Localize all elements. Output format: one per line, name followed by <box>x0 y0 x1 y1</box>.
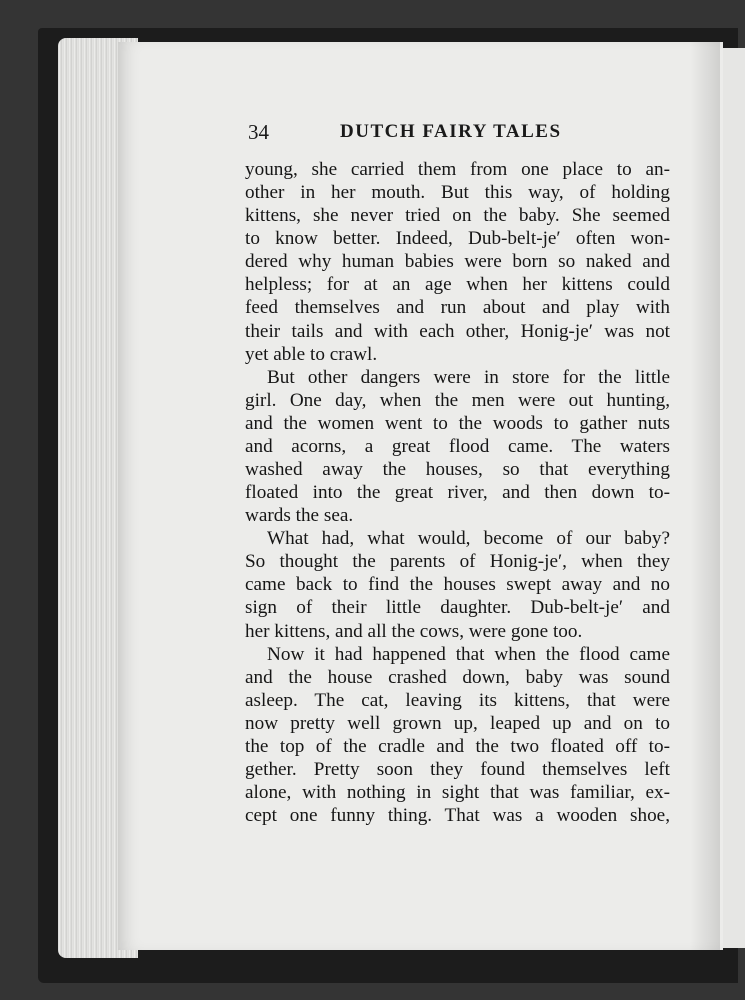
text-line: yet able to crawl. <box>245 343 378 365</box>
text-line: washed away the houses, so that everything <box>245 459 670 481</box>
paragraph <box>245 643 670 828</box>
text-line: wards the sea. <box>245 505 354 527</box>
text-line: So thought the parents of Honig-je′, when they <box>245 551 670 573</box>
paragraph <box>245 366 670 528</box>
body-text <box>245 158 670 827</box>
gutter-shadow <box>690 42 720 950</box>
text-line: floated into the great river, and then down to- <box>245 482 670 504</box>
text-line: young, she carried them from one place to an- <box>245 159 670 180</box>
text-line: came back to find the houses swept away and no <box>245 574 670 596</box>
text-line: alone, with nothing in sight that was familiar, ex- <box>245 782 670 804</box>
text-line: But other dangers were in store for the little <box>267 366 670 388</box>
text-line: the top of the cradle and the two floated off to- <box>245 735 670 757</box>
text-line: sign of their little daughter. Dub-belt-je′ and <box>245 597 670 619</box>
text-line: girl. One day, when the men were out hunting, <box>245 389 670 411</box>
text-line: cept one funny thing. That was a wooden shoe, <box>245 805 670 827</box>
page-header <box>248 120 668 150</box>
text-line: Now it had happened that when the flood came <box>267 643 670 665</box>
text-line: and the house crashed down, baby was sound <box>245 666 670 688</box>
text-line: feed themselves and run about and play with <box>245 297 670 319</box>
paragraph <box>245 527 670 642</box>
text-line: now pretty well grown up, leaped up and on to <box>245 712 670 734</box>
text-line: other in her mouth. But this way, of holding <box>245 182 670 204</box>
text-line: to know better. Indeed, Dub-belt-je′ often won- <box>245 228 670 250</box>
text-line: dered why human babies were born so naked and <box>245 251 670 273</box>
page-number: 34 <box>248 120 269 144</box>
running-head: DUTCH FAIRY TALES <box>340 121 562 142</box>
text-line: helpless; for at an age when her kittens could <box>245 274 670 296</box>
text-line: gether. Pretty soon they found themselves left <box>245 759 670 781</box>
text-line: their tails and with each other, Honig-je′ was not <box>245 320 670 342</box>
text-line: kittens, she never tried on the baby. She seemed <box>245 205 670 227</box>
paragraph <box>245 158 670 366</box>
text-line: and acorns, a great flood came. The waters <box>245 435 670 457</box>
text-line: her kittens, and all the cows, were gone too. <box>245 620 583 642</box>
text-line: and the women went to the woods to gather nuts <box>245 412 670 434</box>
text-line: What had, what would, become of our baby? <box>267 528 670 550</box>
text-line: asleep. The cat, leaving its kittens, that were <box>245 689 670 711</box>
